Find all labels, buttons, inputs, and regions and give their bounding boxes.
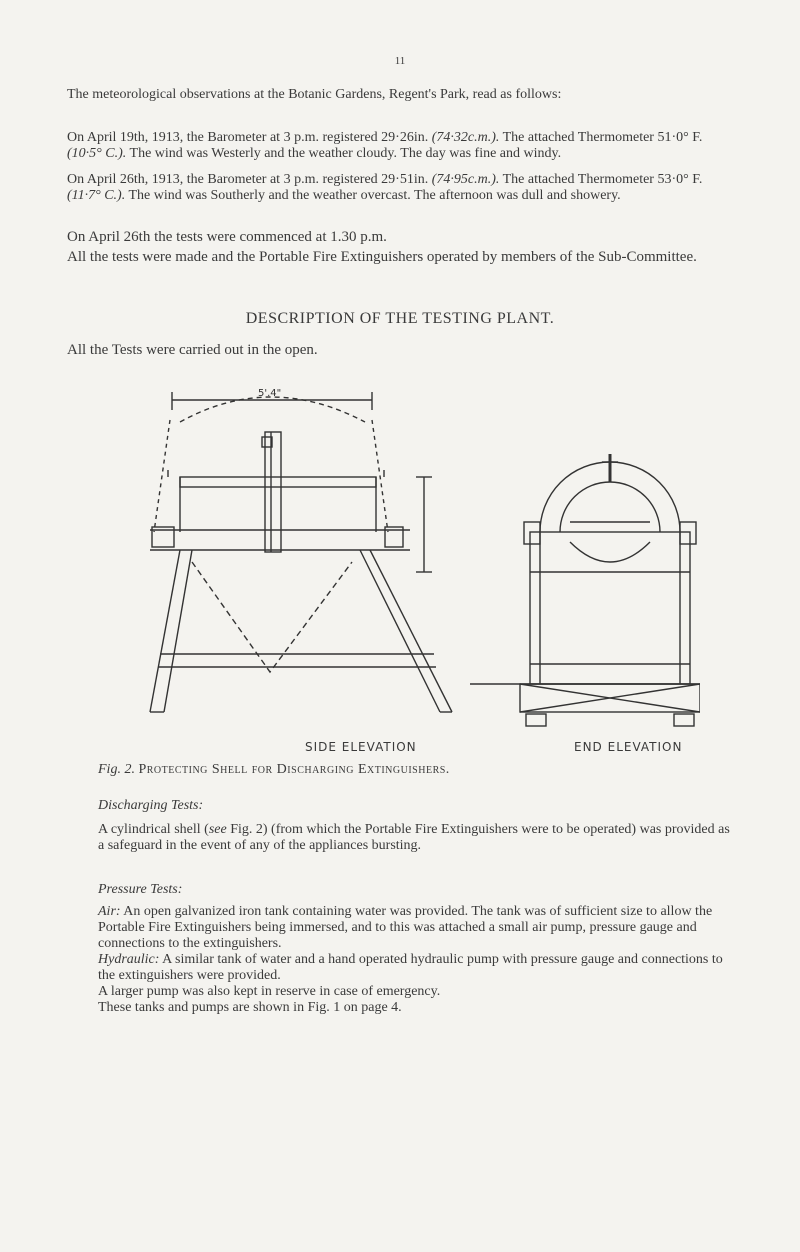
obs-1-thermo: The attached Thermometer 51·0° F. bbox=[502, 130, 703, 145]
start-line-1: On April 26th the tests were commenced at 1.30 p.m. bbox=[67, 229, 387, 245]
shell-upper-dashed-arc bbox=[180, 397, 365, 422]
hydraulic-paragraph: Hydraulic: A similar tank of water and a hand operated hydraulic pump with pressure gauge and connections to the extinguishers were provided. bbox=[98, 952, 723, 983]
side-elevation-label: SIDE ELEVATION bbox=[305, 740, 417, 754]
side-left-leg bbox=[150, 550, 180, 712]
figure-caption-number: Fig. 2. bbox=[98, 762, 135, 777]
observation-april-26 bbox=[67, 172, 732, 204]
open-air-text: All the Tests were carried out in the open. bbox=[67, 342, 318, 358]
observation-april-19 bbox=[67, 130, 732, 162]
side-right-leg bbox=[360, 550, 440, 712]
end-elevation-label: END ELEVATION bbox=[574, 740, 683, 754]
obs-1-metric-barometer: (74·32c.m.). bbox=[431, 130, 500, 145]
pressure-heading: Pressure Tests: bbox=[98, 882, 183, 897]
section-title: DESCRIPTION OF THE TESTING PLANT. bbox=[245, 310, 555, 327]
obs-2-text: On April 26th, 1913, the Barometer at 3 p.m. registered 29·51in. bbox=[67, 172, 429, 187]
obs-1-metric-thermo: (10·5° C.). bbox=[67, 146, 127, 161]
obs-1-rest: The wind was Westerly and the weather cloudy. The day was fine and windy. bbox=[129, 146, 562, 161]
pressure-paragraphs bbox=[98, 904, 738, 1016]
obs-2-rest: The wind was Southerly and the weather overcast. The afternoon was dull and showery. bbox=[128, 188, 621, 203]
air-paragraph: Air: An open galvanized iron tank containing water was provided. The tank was of sufficient size to allow the Portable Fire Extinguishers being immersed, and to this was attached a small air pump, pressure gauge and connections to the extinguishers. bbox=[98, 904, 713, 951]
figure-caption-text: Protecting Shell for Discharging Extinguishers. bbox=[138, 762, 450, 777]
open-air-paragraph bbox=[67, 340, 732, 360]
protecting-shell-figure bbox=[140, 382, 700, 732]
side-central-post bbox=[265, 432, 281, 552]
discharging-heading: Discharging Tests: bbox=[98, 798, 204, 813]
figure-caption bbox=[98, 762, 450, 778]
start-line-2: All the tests were made and the Portable Fire Extinguishers operated by members of the Sub-Committee. bbox=[67, 249, 697, 265]
intro-paragraph bbox=[67, 87, 732, 103]
obs-2-metric-thermo: (11·7° C.). bbox=[67, 188, 126, 203]
side-crossbar bbox=[180, 477, 376, 487]
start-paragraph bbox=[67, 227, 732, 267]
discharging-paragraph: A cylindrical shell (see Fig. 2) (from which the Portable Fire Extinguishers were to be operated) was provided as a safeguard in the event of any of the appliances bursting. bbox=[98, 822, 730, 853]
page-number: 11 bbox=[394, 55, 406, 67]
intro-text: The meteorological observations at the Botanic Gardens, Regent's Park, read as follows: bbox=[67, 87, 562, 102]
reserve-line: A larger pump was also kept in reserve in case of emergency. bbox=[98, 984, 441, 999]
tanks-line: These tanks and pumps are shown in Fig. 1 on page 4. bbox=[98, 1000, 402, 1015]
obs-2-metric-barometer: (74·95c.m.). bbox=[431, 172, 500, 187]
end-frame bbox=[530, 532, 690, 684]
obs-2-thermo: The attached Thermometer 53·0° F. bbox=[502, 172, 703, 187]
dimension-label: 5'.4" bbox=[258, 388, 282, 399]
obs-1-text: On April 19th, 1913, the Barometer at 3 p.m. registered 29·26in. bbox=[67, 130, 429, 145]
